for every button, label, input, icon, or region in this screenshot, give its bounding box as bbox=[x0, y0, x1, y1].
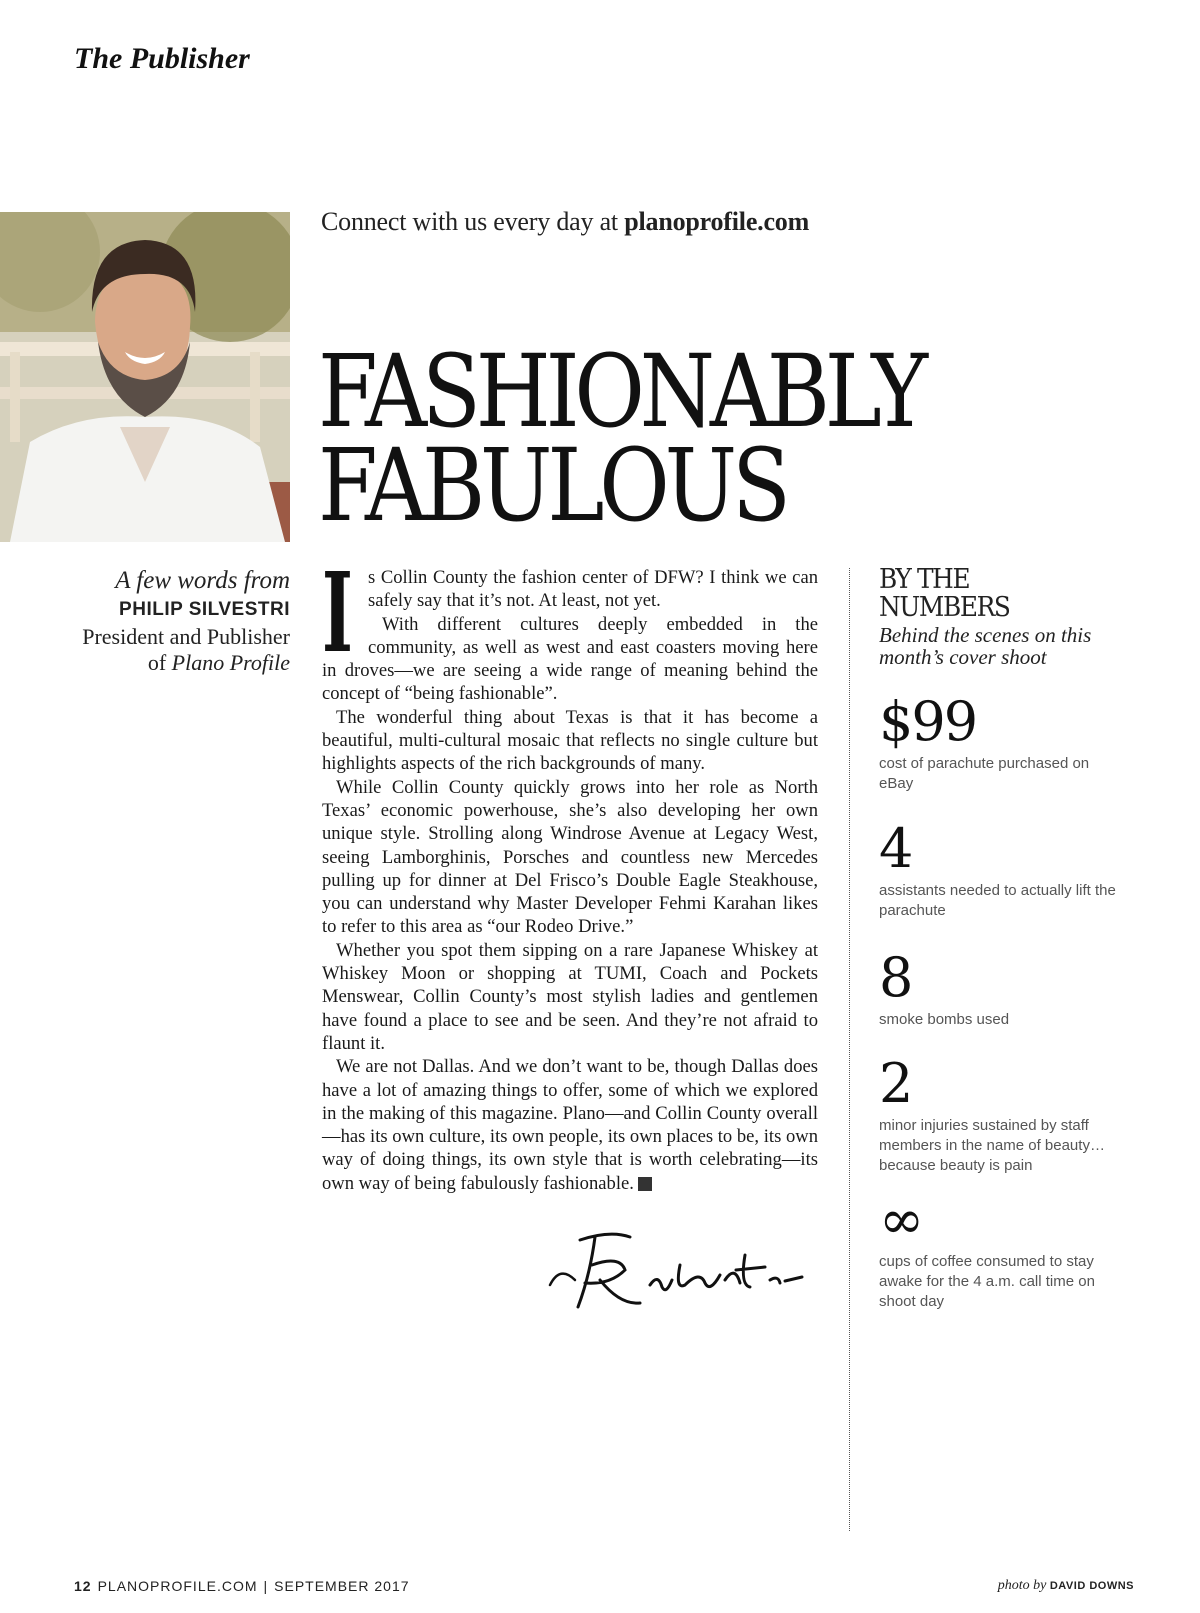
numbers-title-line-1: BY THE bbox=[879, 564, 970, 595]
stat-value: ∞ bbox=[879, 1188, 922, 1251]
footer-site[interactable]: PLANOPROFILE.COM bbox=[97, 1578, 258, 1594]
headline bbox=[318, 333, 923, 544]
column-divider bbox=[849, 568, 850, 1531]
publisher-photo bbox=[0, 212, 290, 542]
website-link[interactable]: planoprofile.com bbox=[624, 207, 810, 236]
author-role-publication bbox=[40, 650, 290, 676]
article-paragraph: With different cultures deeply embedded in the community, as well as west and east coasters moving here in droves—we are seeing a wide range of meaning behind the concept of “being fashionable”. bbox=[322, 613, 818, 705]
paragraph-text: s Collin County the fashion center of DFW? I think we can safely say that it’s not. At least, not yet. bbox=[368, 567, 818, 612]
stat-description: cost of parachute purchased on eBay bbox=[879, 755, 1090, 792]
stat-value: 2 bbox=[879, 1052, 912, 1115]
photo-credit-label: photo by bbox=[997, 1578, 1047, 1593]
photographer-name: DAVID DOWNS bbox=[1049, 1580, 1134, 1592]
stat-item bbox=[879, 817, 1119, 921]
stat-description: smoke bombs used bbox=[879, 1011, 1010, 1028]
byline bbox=[40, 566, 290, 676]
stat-description: assistants needed to actually lift the parachute bbox=[879, 882, 1116, 919]
photo-credit bbox=[998, 1578, 1134, 1594]
paragraph-text: We are not Dallas. And we don’t want to be, though Dallas does have a lot of amazing things to offer, some of which we explored in the making of this magazine. Plano—and Collin County overall—has its own culture, its own people, its own places to be, its own way of doing things, its own style that is worth celebrating—its own way of being fabulously fashionable. bbox=[322, 1056, 818, 1194]
article-paragraph: Whether you spot them sipping on a rare Japanese Whiskey at Whiskey Moon or shopping at TUMI, Coach and Pockets Menswear, Collin County’s most stylish ladies and gentlemen have found a place to see and be seen. And they’re not afraid to flaunt it. bbox=[322, 939, 818, 1054]
headline-line-1: FASHIONABLY bbox=[318, 333, 923, 450]
connect-line bbox=[321, 207, 809, 237]
connect-prefix: Connect with us every day at bbox=[321, 207, 625, 236]
byline-intro: A few words from bbox=[115, 567, 290, 594]
stat-item bbox=[879, 1052, 1119, 1176]
stat-description: cups of coffee consumed to stay awake for the 4 a.m. call time on shoot day bbox=[879, 1253, 1095, 1310]
stat-value: 4 bbox=[879, 817, 912, 880]
signature-image bbox=[540, 1225, 820, 1320]
article-paragraph: While Collin County quickly grows into her role as North Texas’ economic powerhouse, she’s also developing her own unique style. Strolling along Windrose Avenue at Legacy West, seeing Lamborghinis, Porsches and countless new Mercedes pulling up for dinner at Del Frisco’s Double Eagle Steakhouse, you can understand why Master Developer Fehmi Karahan likes to refer to this area as “our Rodeo Drive.” bbox=[322, 776, 818, 938]
footer-issue: SEPTEMBER 2017 bbox=[274, 1578, 410, 1594]
article-paragraph bbox=[322, 1055, 818, 1195]
stat-value: 8 bbox=[879, 946, 912, 1009]
stat-item bbox=[879, 1188, 1119, 1312]
by-the-numbers bbox=[879, 564, 1119, 1310]
article-paragraph: The wonderful thing about Texas is that it has become a beautiful, multi-cultural mosaic that reflects no single culture but highlights aspects of the rich backgrounds of many. bbox=[322, 706, 818, 775]
author-name: PHILIP SILVESTRI bbox=[119, 599, 290, 620]
stat-item bbox=[879, 946, 1119, 1030]
drop-cap: I bbox=[322, 548, 353, 677]
numbers-title-line-2: NUMBERS bbox=[879, 592, 1010, 623]
author-role: President and Publisher bbox=[82, 624, 290, 649]
footer-folio bbox=[74, 1578, 410, 1594]
section-title: The Publisher bbox=[74, 42, 250, 75]
stat-description: minor injuries sustained by staff members in the name of beauty… because beauty is pain bbox=[879, 1117, 1105, 1174]
publication-name: Plano Profile bbox=[171, 650, 290, 675]
numbers-subtitle: Behind the scenes on this month’s cover shoot bbox=[879, 623, 1092, 669]
stat-value: $99 bbox=[879, 690, 977, 753]
footer-separator: | bbox=[263, 1578, 269, 1594]
article-body bbox=[322, 548, 818, 1195]
end-mark-icon: p bbox=[638, 1177, 652, 1191]
role-prefix: of bbox=[147, 650, 172, 675]
stat-item bbox=[879, 690, 1119, 794]
page-number: 12 bbox=[74, 1578, 92, 1594]
headline-line-2: FABULOUS bbox=[318, 427, 786, 544]
